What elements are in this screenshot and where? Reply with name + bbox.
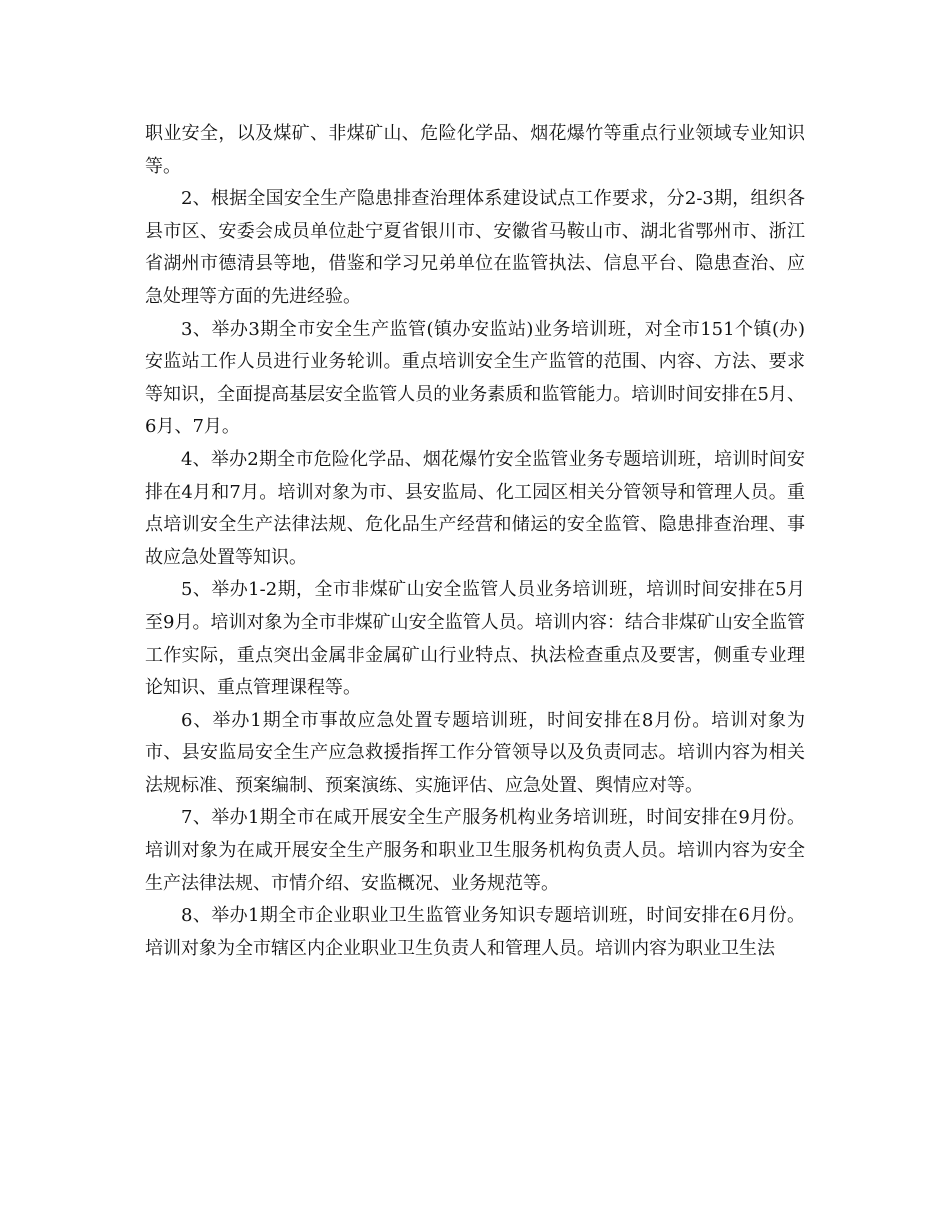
- paragraph-5: 5、举办1-2期，全市非煤矿山安全监管人员业务培训班，培训时间安排在5月至9月。培训对象为全市非煤矿山安全监管人员。培训内容：结合非煤矿山安全监管工作实际，重点突出金属非金属矿山行业特点、执法检查重点及要害，侧重专业理论知识、重点管理课程等。: [145, 579, 805, 699]
- document-body: [145, 118, 805, 965]
- paragraph-4: 4、举办2期全市危险化学品、烟花爆竹安全监管业务专题培训班，培训时间安排在4月和7月。培训对象为市、县安监局、化工园区相关分管领导和管理人员。重点培训安全生产法律法规、危化品生产经营和储运的安全监管、隐患排查治理、事故应急处置等知识。: [145, 448, 805, 568]
- paragraph-8: 8、举办1期全市企业职业卫生监管业务知识专题培训班，时间安排在6月份。培训对象为全市辖区内企业职业卫生负责人和管理人员。培训内容为职业卫生法: [145, 905, 805, 959]
- paragraph-3: 3、举办3期全市安全生产监管(镇办安监站)业务培训班，对全市151个镇(办)安监站工作人员进行业务轮训。重点培训安全生产监管的范围、内容、方法、要求等知识，全面提高基层安全监管人员的业务素质和监管能力。培训时间安排在5月、6月、7月。: [145, 318, 805, 438]
- paragraph-6: 6、举办1期全市事故应急处置专题培训班，时间安排在8月份。培训对象为市、县安监局安全生产应急救援指挥工作分管领导以及负责同志。培训内容为相关法规标准、预案编制、预案演练、实施评估、应急处置、舆情应对等。: [145, 709, 805, 796]
- paragraph-2: 2、根据全国安全生产隐患排查治理体系建设试点工作要求，分2-3期，组织各县市区、安委会成员单位赴宁夏省银川市、安徽省马鞍山市、湖北省鄂州市、浙江省湖州市德清县等地，借鉴和学习兄弟单位在监管执法、信息平台、隐患查治、应急处理等方面的先进经验。: [145, 188, 805, 307]
- paragraph-7: 7、举办1期全市在咸开展安全生产服务机构业务培训班，时间安排在9月份。培训对象为在咸开展安全生产服务和职业卫生服务机构负责人员。培训内容为安全生产法律法规、市情介绍、安监概况、业务规范等。: [145, 807, 805, 894]
- paragraph-1: 职业安全，以及煤矿、非煤矿山、危险化学品、烟花爆竹等重点行业领域专业知识等。: [145, 123, 805, 177]
